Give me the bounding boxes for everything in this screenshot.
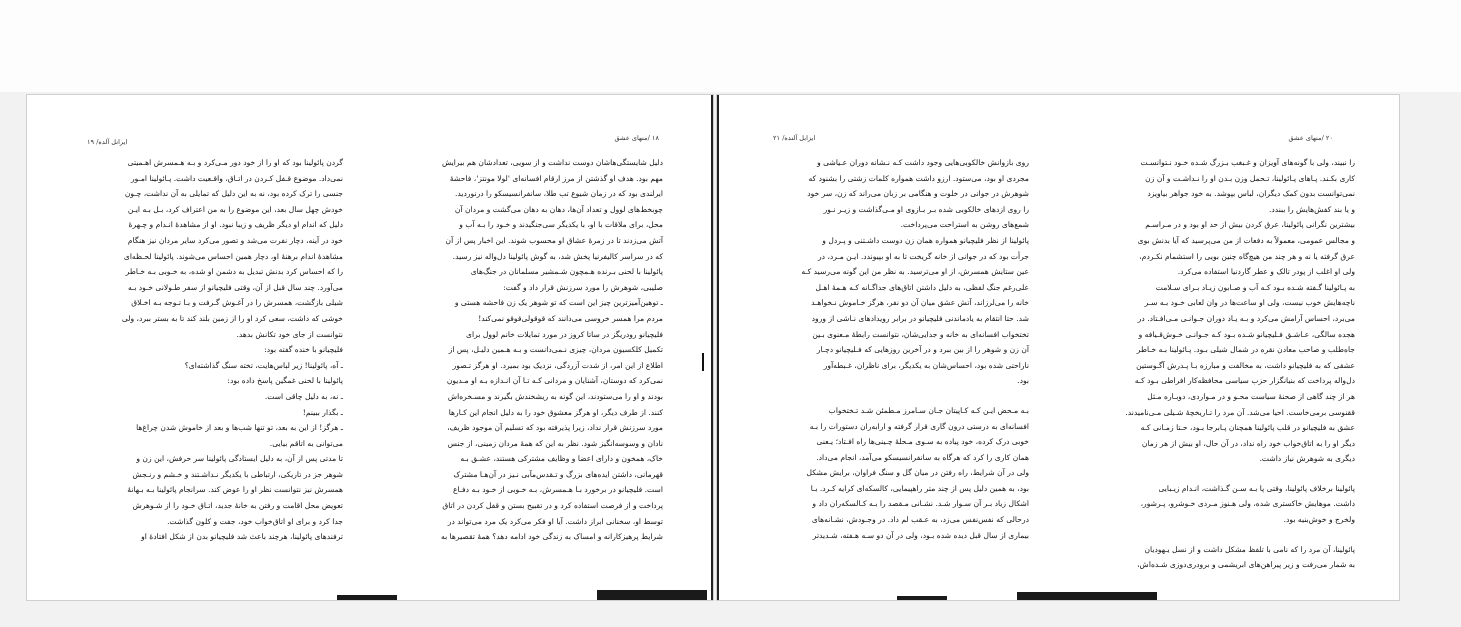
text-line: مهم بود. هدف او گذشتن از مرز ارقام افسانه‌ای 'لولا مونتز'، فاحشهٔ [449, 173, 663, 183]
text-line: ـ هرگز! از این به بعد، تو تنها شب‌ها و بعد از خاموش شدن چراغ‌ها [136, 423, 343, 433]
text-line: نمی‌کرد که دوستان، آشنایان و مردانی کـه تـا آن انـدازه بـه او مـدیون [446, 376, 663, 386]
text-line: مجردی او بود، می‌ستود. ارزو داشت همواره کلمات زشتی را بشنود که [808, 173, 1029, 183]
text-line: داشت. موهایش خاکستری شده، ولی هـنوز مـردی خـوشرو، پـرشور، [1140, 499, 1355, 509]
text-line: و یا بند کفش‌هایش را ببندد. [1268, 204, 1355, 214]
text-line: فلیچیانو رودریگز در ساتا کروز در مورد تمایلات خانم لوول برای [466, 329, 663, 339]
page-header-18: ۱۸ /منهای عشق [614, 134, 659, 142]
text-line: فلیچیانو با خنده گفته بود: [264, 345, 343, 355]
text-line: هر از چند گاهی از صحنهٔ سیاست محـو و در مـواردی، دوبـاره مـثل [1147, 391, 1355, 401]
text-line: جاه‌طلب و صاحب معادن نقره در شمال شیلی بـود. پـائولینا بـه خـاطر [1136, 345, 1355, 355]
text-line: پائولینا، آن مرد را که نامی با تلفظ مشکل داشت و از نسل یـهودیان [1144, 544, 1355, 554]
text-line: شیلی بازگشت، همسرش را در آغـوش گـرفت و بـا تـوجه بـه اخـلاق [131, 298, 343, 308]
text-line: ـ بگذار ببینم! [302, 407, 343, 417]
text-line: درحالی که نفس‌نفس می‌زد، به عـقب لم داد. در وجـودش، نشـانه‌های [811, 515, 1029, 525]
text-line: می‌برد، احساس آرامش می‌کرد و بـه یـاد دوران جـوانـی مـی‌افـتاد. در [1137, 313, 1355, 323]
text-line: گردن پائولینا بود که او را از خود دور مـی‌کرد و بـه هـمسرش اهـمیتی [127, 158, 343, 167]
text-line: پائولینا برخلاف پائولینا، وقتی پا بـه سـن گـذاشت، انـدام زیـبایی [1158, 483, 1355, 493]
text-line: آتش می‌زدند تا در زمرهٔ عشاق او محسوب شوند. این اخبار پس از آن [445, 235, 663, 245]
viewer-top-bar [0, 0, 1461, 92]
text-line: مورد سرزنش قرار نداد، زیرا پذیرفته بود که تسلیم آن موجود ظریف، [447, 423, 663, 433]
text-line: ولخرج و خوش‌بنیه بود. [1283, 515, 1355, 525]
text-line: ولی در آن شرایط، راه رفتن در میان گل و سنگ فراوان، برایش مشکل [806, 468, 1029, 478]
text-line: توسط او، سخنانی ابراز داشت. آیا او فکر می‌کرد یک مرد می‌تواند در [447, 516, 663, 526]
page-19-text-column [87, 155, 343, 545]
text-line: نتوانست از جای خود تکانش بدهد. [236, 329, 343, 339]
text-line: خاک، همخون و دارای اعضا و وظایف مشترکی هستند، عشـق بـه [460, 454, 663, 464]
text-line: نمی‌توانست بدون کمک دیگران، لباس بپوشد. به خود جواهر بیاویزد [1147, 189, 1355, 199]
text-line: است. فلیچیانو در برخورد بـا هـمسرش، بـه خـوبی از خـود بـه دفـاع [452, 485, 663, 495]
text-line: ـ آه، پائولینا! زیر لباس‌هایت، تخته سنگ گذاشته‌ای؟ [184, 360, 343, 370]
text-line: دلیل که اندام او دیگر ظریف و زیبا نبود. او از مشاهدهٔ انـدام و چـهرهٔ [128, 220, 343, 230]
text-line: روی بازوانش خالکوبی‌هایی وجود داشت کـه نـشانه دوران عـیاشی و [817, 158, 1029, 167]
text-line: عشقی که به فلیچیانو داشت، به مخالفت و مبارزه بـا پـدرش آگـوستین [1136, 360, 1355, 370]
book-gutter-shadow [717, 95, 719, 600]
text-line: را که احساس کرد بدنش تبدیل به دشمن او شده، به خـوبی بـه خـاطر [125, 267, 343, 277]
scan-artifact-mark [702, 353, 704, 371]
text-line: تا مدتی پس از آن، به دلیل ایستادگی پائولینا سر حرفش، این زن و [136, 454, 343, 464]
page-header-19: ایرانل آلده/ ۱۹ [87, 138, 128, 146]
text-line: که در سراسر کالیفرنیا پخش شد، به گوش پائولینا دل‌واله نیز رسید. [452, 251, 663, 261]
text-line: خودش چهل سال بعد، این موضوع را به من اعتراف کرد، بـل بـه ایـن [127, 204, 343, 214]
text-line: ولی او اغلب از پودر تالک و عطر گاردنیا استفاده می‌کرد. [1177, 267, 1355, 277]
text-line: بود، به همین دلیل پس از چند متر راهپیمایی، کالسکه‌ای کرایه کـرد. بـا [810, 483, 1029, 493]
text-line: ایرلندی بود که در زمان شیوع تب طلا، سانفرانسیسکو را درنوردید. [455, 189, 663, 199]
text-line: تختخواب افسانه‌ای به خانه و جدایی‌شان، نتوانست رابطهٔ مـعنوی بـین [812, 329, 1029, 339]
text-line: می‌آورد. چند سال قبل از آن، وقتی فلیچیانو از سفر طـولانی خـود بـه [127, 282, 343, 292]
text-line: دلیل شایستگی‌هاشان دوست نداشت و از سویی، تعدادشان هم بیرایش [442, 158, 663, 167]
text-line: ـ نه، به دلیل چاقی است. [264, 391, 343, 401]
text-line: به پـائولینا گـفته شـده بـود کـه آب و صـابون زیـاد بـرای سـلامت [1155, 282, 1355, 292]
text-line: پرداخت و از فرصت استفاده کرد و در تقبیح بستن و قفل کردن در اتاق [442, 501, 663, 511]
text-line: نادان و وسوسه‌انگیز شود. نظر به این که همهٔ مردان زمینی، از جنس [447, 438, 663, 448]
text-line: افسانه‌ای به درستی درون گاری قرار گرفته و ارابه‌ران دستورات را بـه [809, 421, 1029, 431]
text-line: عین ستایش همسرش، از او می‌ترسید. به نظر من این گونه می‌رسید کـه [801, 267, 1029, 277]
text-line: جنسی را ترک کرده بود، نه به این دلیل که تمایلی به آن نداشت، چـون [124, 189, 343, 199]
text-line: می‌توانی به اتاقم بیایی. [269, 438, 343, 448]
scanned-page-left-spread [26, 94, 714, 601]
text-line: خود در آینه، دچار نفرت می‌شد و تصور می‌کرد سایر مردان نیز هنگام [127, 235, 343, 245]
text-line: پائولینا با لحنی بـرنده هـمچون شـمشیر مسلمانان در جنگ‌های [470, 267, 663, 277]
text-line: پائولینا از نظر فلیچیانو همواره همان زن دوست داشـتنی و پـردل و [822, 235, 1029, 245]
text-line: بیماری از سال قبل دیده شده بـود، ولی در آن دو سـه هـفته، شـدیدتر [812, 530, 1029, 540]
book-gutter-shadow [711, 95, 714, 600]
text-line: نمی‌داد. موضوع قـفل کـردن در اتـاق، واقـعیت داشت. پـائولینا امـور [131, 173, 343, 183]
text-line: پائولینا با لحنی غمگین پاسخ داده بود: [227, 376, 343, 386]
text-line: صلیبی، شوهرش را مورد سرزنش قرار داد و گفت: [503, 282, 663, 292]
scanned-page-right-spread [716, 94, 1400, 601]
text-line: دل‌واله پرداخت که بنیانگزار حزب سیاسی محافظه‌کار افراطی بـود کـه [1134, 376, 1355, 386]
text-line: خانه را می‌لرزاند، آتش عشق میان آن دو نفر، هرگز خـاموش نـخواهـد [811, 298, 1029, 308]
page-header-21: ایزابل آلنده/ ۲۱ [773, 134, 816, 142]
text-line: چوبخط‌های لوول و تعداد آن‌ها، دهان به دهان می‌گشت و مردان آن [454, 204, 663, 214]
text-line: دیگری به شوهرش نیاز داشت. [1259, 454, 1355, 464]
text-line: مشاهدهٔ اندام برهنهٔ او، دچار همین احساس می‌شوند. پائولینا لحـظه‌ای [123, 251, 343, 261]
text-line: آن زن و شوهر را از بین ببرد و در آخرین روزهایی که فـلیچیانو دچـار [816, 345, 1029, 355]
text-line: ناراحتی شده بود، احساس‌شان به یکدیگر، برای ناظران، غـبطه‌آور [823, 360, 1029, 370]
text-line: شد. حتا انتقام به یادماندنی فلیچیانو در برابر رویدادهای نـاشی از ورود [811, 313, 1029, 323]
text-line: همسرش نیز نتوانست نظر او را عوض کند. سرانجام پائولینا بـه بـهانهٔ [127, 485, 343, 495]
text-line: را روی ازدهای خالکوبی شده بـر بـازوی او مـی‌گذاشت و زیـر نـور [823, 204, 1029, 214]
page-20-text-column [1099, 155, 1355, 573]
text-line: شرایط پرهیزکارانه و امساک به زندگی خود ادامه دهد؟ همهٔ تقصیرها به [441, 532, 663, 542]
scan-shadow-band [897, 596, 947, 600]
text-line: قهرمانی، داشتن ایده‌های بزرگ و تـقدس‌مآبی نـیز در آن‌هـا مشترک [453, 469, 663, 479]
text-line: ـ توهین‌آمیزترین چیز این است که تو شوهر یک زن فاحشه هستی و [454, 298, 663, 308]
text-line: کاری بکـند. پـاهای پـائولینا، تـحمل وزن بـدن او را نـداشـت و آن زن [1145, 173, 1355, 183]
text-line: هجده سالگی، عـاشـق فـلیچیانو شـده بـود کـه جـوانـی خـوش‌قـیافه و [1138, 329, 1355, 339]
text-line: ناچه‌هایش خوب نیست، ولی او ساعت‌ها در وان لعابی خـود بـه سـر [1144, 298, 1355, 308]
text-line: و مجالس عمومی، معمولاً به دفعات از من می‌پرسید که آیا بدنش بوی [1137, 235, 1355, 245]
text-line: عشق به فلیچیانو در قلب پائولینا همچنان پـابرجا بـود، حـتا زمـانی کـه [1140, 423, 1355, 433]
text-line: دیگر او را به اتاق‌خواب خود راه نداد، در آن حال، او بیش از هر زمان [1141, 438, 1355, 448]
text-line: جدا کرد و برای او اتاق‌خواب خود، جفت و کلون گذاشت. [167, 516, 343, 526]
text-line: بـه مـحض ایـن کـه کـاپیتان جـان سـامرز مـطمئن شـد تـختخواب [828, 405, 1029, 415]
text-line: شوهرش در جوانی در خلوت و هنگامی بر زبان می‌راند که زن، سر خود [807, 189, 1029, 199]
text-line: ترفندهای پائولینا، هرچند باعث شد فلیچیانو بدن از شکل افتادهٔ او [141, 532, 343, 542]
text-line: عرق گرفته یا نه و هر چند من هیچ‌گاه چنین بویی را استشمام نکـردم، [1139, 251, 1355, 261]
text-line: شمع‌های روشن به استراحت می‌پرداخت. [900, 220, 1029, 230]
scan-shadow-band [1017, 592, 1157, 600]
text-line: مردم مرا همسر خروسی می‌دانند که قوقولی‌قوقو نمی‌کند! [478, 313, 663, 323]
text-line: تکمیل کلکسیون مردان، چیزی نـمی‌دانست و بـه هـمین دلیـل، پس از [448, 345, 663, 355]
text-line: خوشی که داشت، سعی کرد او را از زمین بلند کند تا به بستر ببرد، ولی [121, 313, 343, 323]
text-line: خوبی درک کرده، خود پیاده به سـوی مـحلهٔ چـینی‌ها راه افـتاد؛ یـعنی [816, 437, 1029, 447]
text-line: به شمار می‌رفت و زیر پیراهن‌های ابریشمی و برودری‌دوزی شـده‌اش، [1137, 560, 1355, 570]
text-line: را نبیند، ولی با گونه‌های آویزان و غـبغب بـزرگ شـده خـود نـتوانسـت [1140, 158, 1355, 167]
text-line: کنند. از طرف دیگر، او هرگز معشوق خود را به دلیل انجام این کـارها [448, 407, 663, 417]
text-line: بیشترین نگرانی پائولینا، عرق کردن بیش از حد او بود و در مـراسـم [1145, 220, 1355, 230]
text-line: جرأت بود که در جوانی از خانه گریخت تا به او بپیوندد. ایـن مـرد، در [817, 251, 1029, 261]
text-line: اطلاع از این امر، از شدت آزردگی، نزدیک بود بمیرد. او هرگز تـصور [452, 360, 663, 370]
text-line: اشکال زیاد بـر آن سـوار شـد. نشـانی مـقصد را بـه کـالسکه‌ران داد و [812, 499, 1029, 509]
text-line: محل، برای ملاقات با او، با یکدیگر سی‌جنگیدند و خـود را بـه آب و [459, 220, 663, 230]
text-line: بودند و او را می‌ستودند، این گونه به ریشخندش بگیرند و مسـخره‌اش [447, 391, 663, 401]
text-line: تعویض محل اقامت و رفتن به خانهٔ جدید، اتـاق خـود را از شـوهرش [132, 501, 343, 511]
text-line: همان کاری را کرد که هرگاه به سانفرانسیسکو می‌آمد، انجام می‌داد. [816, 452, 1029, 462]
text-line: بود. [1017, 376, 1029, 386]
scan-shadow-band [597, 590, 707, 600]
page-18-text-column [407, 155, 663, 545]
text-line: شوهر جز در تاریکی، ارتباطی با یکدیگر نـداشـتند و خـشم و رنـجش [132, 469, 343, 479]
scan-shadow-band [337, 595, 397, 600]
page-21-text-column [773, 155, 1029, 543]
text-line: علی‌رغم جنگ لفظی، به دلیل داشتن اتاق‌های جداگـانه کـه هـمهٔ اهـل [815, 282, 1029, 292]
text-line: ققنوسی بر‌می‌خاست. احیا می‌شد. آن مرد را تـاریخچهٔ شـیلی مـی‌نامیدند. [1125, 407, 1355, 417]
page-header-20: ۲۰ /منهای عشق [1288, 134, 1333, 142]
